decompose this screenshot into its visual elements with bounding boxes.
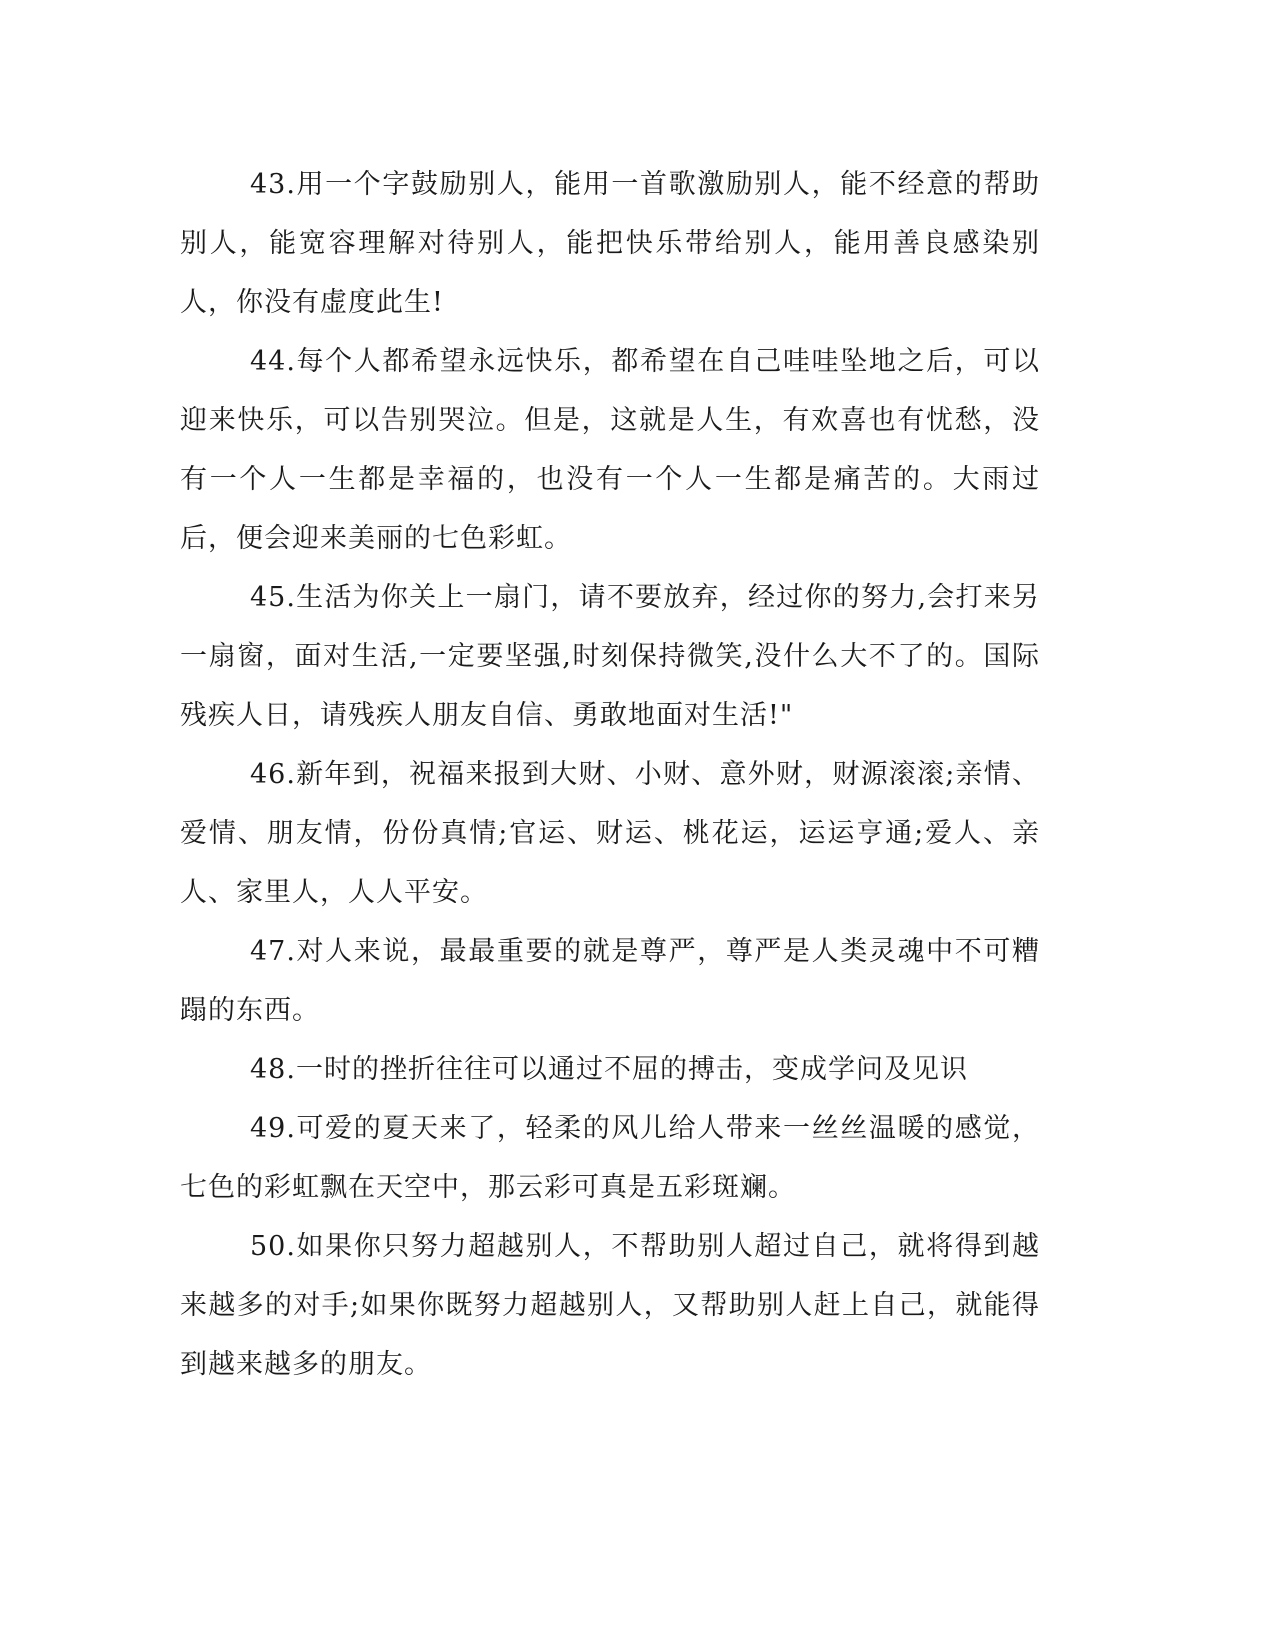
- paragraph-46: 46.新年到，祝福来报到大财、小财、意外财，财源滚滚;亲情、爱情、朋友情，份份真情;官运、财运、桃花运，运运亨通;爱人、亲人、家里人，人人平安。: [180, 759, 1040, 908]
- paragraph-43: 43.用一个字鼓励别人，能用一首歌激励别人，能不经意的帮助别人，能宽容理解对待别人，能把快乐带给别人，能用善良感染别人，你没有虚度此生!: [180, 169, 1040, 318]
- paragraph-48: 48.一时的挫折往往可以通过不屈的搏击，变成学问及见识: [250, 1054, 968, 1085]
- paragraph-44: 44.每个人都希望永远快乐，都希望在自己哇哇坠地之后，可以迎来快乐，可以告别哭泣。但是，这就是人生，有欢喜也有忧愁，没有一个人一生都是幸福的，也没有一个人一生都是痛苦的。大雨过后，便会迎来美丽的七色彩虹。: [180, 346, 1040, 554]
- paragraph-47: 47.对人来说，最最重要的就是尊严，尊严是人类灵魂中不可糟蹋的东西。: [180, 936, 1040, 1026]
- document-body: [180, 155, 1040, 1394]
- paragraph-49: 49.可爱的夏天来了，轻柔的风儿给人带来一丝丝温暖的感觉，七色的彩虹飘在天空中，那云彩可真是五彩斑斓。: [180, 1113, 1040, 1203]
- paragraph-45: 45.生活为你关上一扇门，请不要放弃，经过你的努力,会打来另一扇窗，面对生活,一定要坚强,时刻保持微笑,没什么大不了的。国际残疾人日，请残疾人朋友自信、勇敢地面对生活!": [180, 582, 1040, 731]
- paragraph-50: 50.如果你只努力超越别人，不帮助别人超过自己，就将得到越来越多的对手;如果你既努力超越别人，又帮助别人赶上自己，就能得到越来越多的朋友。: [180, 1231, 1040, 1380]
